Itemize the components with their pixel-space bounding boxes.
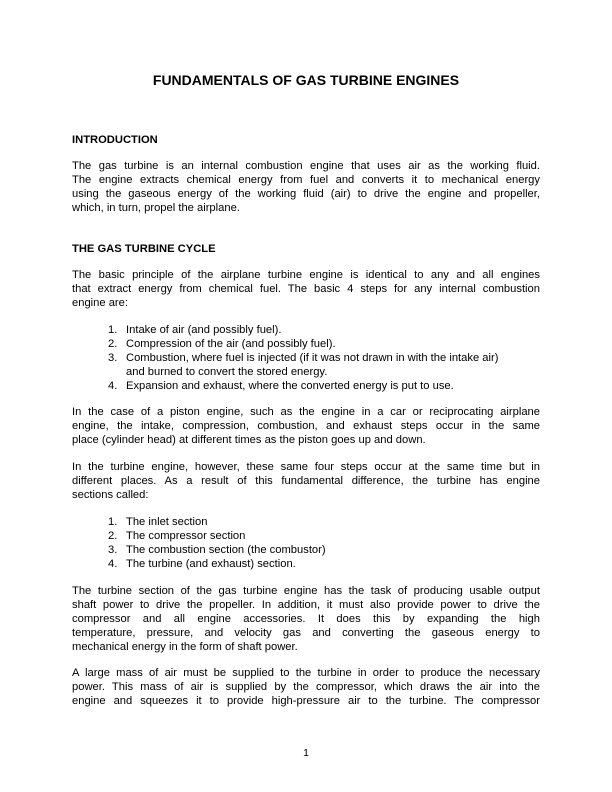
list-number: 4.: [108, 379, 118, 392]
text-line: The engine extracts chemical energy from fuel and converts it to mechanical energy: [72, 173, 540, 186]
list-text: Intake of air (and possibly fuel).: [126, 324, 282, 336]
list-number: 3.: [108, 351, 118, 364]
list-number: 4.: [108, 557, 118, 570]
list-item: [108, 530, 540, 544]
list-item: [108, 516, 540, 530]
text-line: engine are:: [72, 296, 128, 309]
list-text: and burned to convert the stored energy.: [126, 365, 328, 378]
text-line: The gas turbine is an internal combustion engine that uses air as the working fluid.: [72, 160, 540, 172]
list-text: The turbine (and exhaust) section.: [126, 557, 296, 570]
paragraph-air-mass: [72, 667, 540, 709]
list-text: Combustion, where fuel is injected (if it was not drawn in with the intake air): [126, 351, 499, 364]
text-line: compressor and all engine accessories. It does this by expanding the high: [72, 612, 540, 625]
list-number: 3.: [108, 543, 118, 556]
text-line: A large mass of air must be supplied to the turbine in order to produce the necessary: [72, 667, 540, 679]
document-title: FUNDAMENTALS OF GAS TURBINE ENGINES: [152, 72, 460, 88]
text-line: The basic principle of the airplane turbine engine is identical to any and all engines: [72, 269, 540, 281]
text-line: different places. As a result of this fundamental difference, the turbine has engine: [72, 474, 540, 487]
text-line: sections called:: [72, 488, 149, 501]
list-engine-sections: [108, 516, 540, 572]
list-text: The compressor section: [126, 529, 246, 542]
text-line: The turbine section of the gas turbine engine has the task of producing usable output: [72, 585, 540, 597]
list-item: [108, 380, 540, 394]
text-line: place (cylinder head) at different times as the piston goes up and down.: [72, 433, 426, 446]
text-line: using the gaseous energy of the working fluid (air) to drive the engine and propeller,: [72, 187, 540, 200]
list-text: The inlet section: [126, 516, 208, 528]
list-text: Expansion and exhaust, where the converted energy is put to use.: [126, 379, 454, 392]
text-line: power. This mass of air is supplied by the compressor, which draws the air into the: [72, 680, 540, 693]
list-item: [108, 544, 540, 558]
list-number: 1.: [108, 324, 118, 336]
paragraph-turbine-engine: [72, 461, 540, 503]
paragraph-basic-principle: [72, 269, 540, 311]
text-line: shaft power to drive the propeller. In addition, it must also provide power to drive the: [72, 598, 540, 611]
list-item: [108, 338, 540, 352]
text-line: engine, the intake, compression, combustion, and exhaust steps occur in the same: [72, 419, 540, 432]
text-line: mechanical energy in the form of shaft power.: [72, 640, 298, 653]
text-line: In the turbine engine, however, these same four steps occur at the same time but in: [72, 461, 540, 473]
text-line: In the case of a piston engine, such as the engine in a car or reciprocating airplane: [72, 406, 540, 418]
list-item: [108, 558, 540, 572]
text-line: engine and squeezes it to provide high-pressure air to the turbine. The compressor: [72, 694, 540, 707]
list-engine-steps: [108, 324, 540, 394]
list-text: The combustion section (the combustor): [126, 543, 326, 556]
text-line: that extract energy from chemical fuel. The basic 4 steps for any internal combustion: [72, 282, 540, 295]
section-heading-gas-turbine-cycle: THE GAS TURBINE CYCLE: [72, 243, 216, 255]
paragraph-turbine-section: [72, 585, 540, 655]
paragraph-introduction: [72, 160, 540, 216]
list-number: 2.: [108, 529, 118, 542]
list-text: Compression of the air (and possibly fuel).: [126, 337, 336, 350]
text-line: which, in turn, propel the airplane.: [72, 201, 240, 214]
list-number: 2.: [108, 337, 118, 350]
paragraph-piston-engine: [72, 406, 540, 448]
text-line: temperature, pressure, and velocity gas and converting the gaseous energy to: [72, 626, 540, 639]
section-heading-introduction: INTRODUCTION: [72, 134, 158, 146]
list-item: [108, 324, 540, 338]
page-number: 1: [303, 747, 309, 759]
list-item: [108, 352, 540, 380]
list-number: 1.: [108, 516, 118, 528]
